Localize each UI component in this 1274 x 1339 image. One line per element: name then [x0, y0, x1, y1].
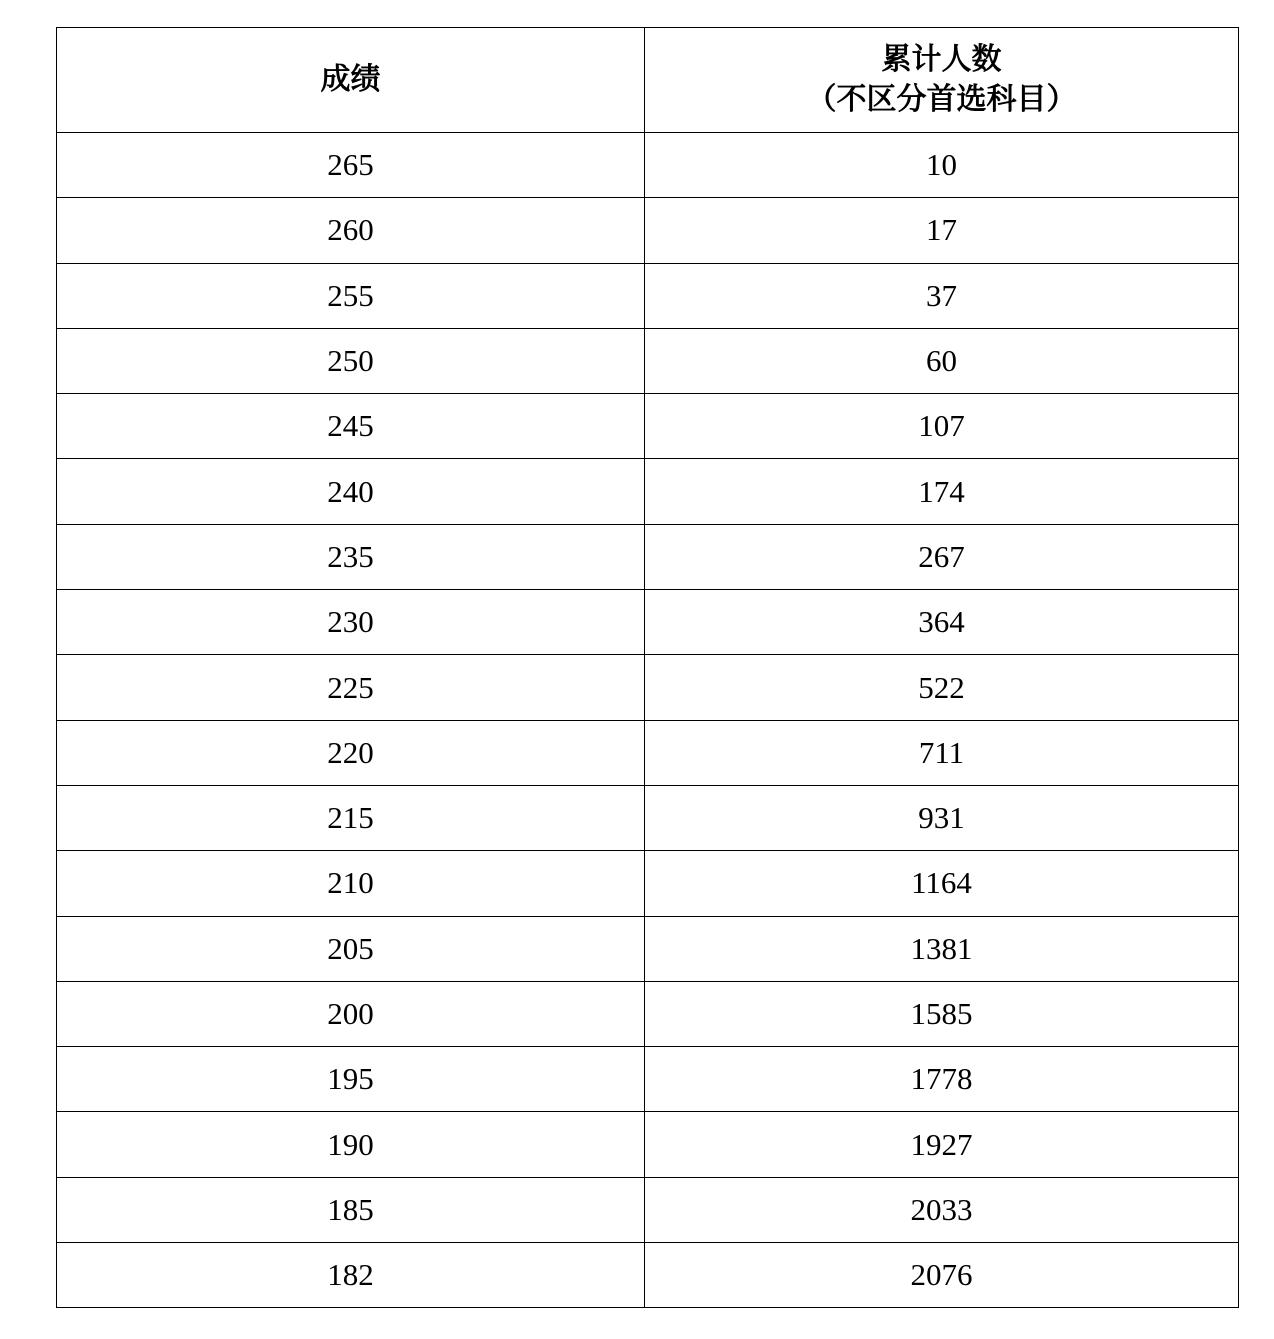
table-row — [57, 459, 1239, 524]
cumulative-count-cell: 2033 — [645, 1177, 1239, 1242]
cumulative-count-cell: 1778 — [645, 1047, 1239, 1112]
score-cell: 235 — [57, 524, 645, 589]
cumulative-count-cell: 364 — [645, 590, 1239, 655]
score-cell: 230 — [57, 590, 645, 655]
score-cell: 195 — [57, 1047, 645, 1112]
table-row — [57, 328, 1239, 393]
header-row — [57, 28, 1239, 133]
table-row — [57, 785, 1239, 850]
cumulative-count-cell: 60 — [645, 328, 1239, 393]
cumulative-count-cell: 931 — [645, 785, 1239, 850]
score-cell: 215 — [57, 785, 645, 850]
cumulative-count-column-header — [645, 28, 1239, 133]
score-cell: 265 — [57, 133, 645, 198]
table-row — [57, 1112, 1239, 1177]
cumulative-count-cell: 174 — [645, 459, 1239, 524]
score-cell: 250 — [57, 328, 645, 393]
table-row — [57, 590, 1239, 655]
cumulative-count-cell: 522 — [645, 655, 1239, 720]
cumulative-count-header-line2: （不区分首选科目） — [806, 83, 1077, 116]
table-row — [57, 394, 1239, 459]
table-row — [57, 1177, 1239, 1242]
cumulative-count-cell: 17 — [645, 198, 1239, 263]
score-distribution-table — [56, 27, 1239, 1308]
table-row — [57, 851, 1239, 916]
cumulative-count-cell: 1381 — [645, 916, 1239, 981]
score-cell: 260 — [57, 198, 645, 263]
score-cell: 255 — [57, 263, 645, 328]
cumulative-count-cell: 37 — [645, 263, 1239, 328]
score-cell: 245 — [57, 394, 645, 459]
score-cell: 225 — [57, 655, 645, 720]
table-row — [57, 720, 1239, 785]
table-row — [57, 524, 1239, 589]
cumulative-count-cell: 1927 — [645, 1112, 1239, 1177]
cumulative-count-cell: 10 — [645, 133, 1239, 198]
table-row — [57, 133, 1239, 198]
score-cell: 240 — [57, 459, 645, 524]
table-row — [57, 1243, 1239, 1308]
score-cell: 185 — [57, 1177, 645, 1242]
table-header — [57, 28, 1239, 133]
cumulative-count-cell: 2076 — [645, 1243, 1239, 1308]
cumulative-count-cell: 267 — [645, 524, 1239, 589]
cumulative-count-cell: 1585 — [645, 981, 1239, 1046]
cumulative-count-cell: 1164 — [645, 851, 1239, 916]
table-body — [57, 133, 1239, 1308]
cumulative-count-cell: 711 — [645, 720, 1239, 785]
score-cell: 220 — [57, 720, 645, 785]
table-row — [57, 655, 1239, 720]
score-cell: 210 — [57, 851, 645, 916]
table-row — [57, 1047, 1239, 1112]
score-cell: 182 — [57, 1243, 645, 1308]
table-row — [57, 198, 1239, 263]
table-row — [57, 916, 1239, 981]
cumulative-count-header-line1: 累计人数 — [881, 42, 1002, 76]
table-row — [57, 263, 1239, 328]
cumulative-count-cell: 107 — [645, 394, 1239, 459]
table-row — [57, 981, 1239, 1046]
score-column-header: 成绩 — [57, 28, 645, 133]
score-cell: 190 — [57, 1112, 645, 1177]
score-cell: 205 — [57, 916, 645, 981]
score-cell: 200 — [57, 981, 645, 1046]
